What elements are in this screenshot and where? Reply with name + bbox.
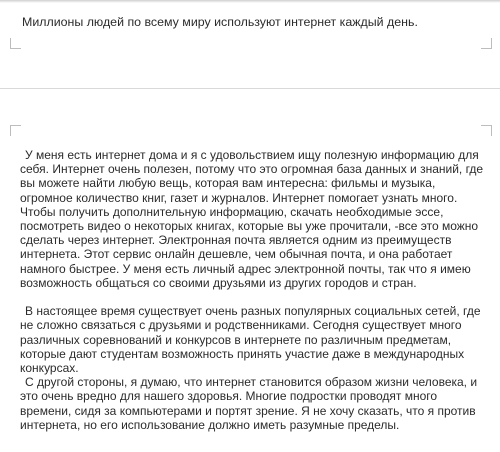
paragraph: В настоящее время существует очень разных популярных социальных сетей, где не сложно связаться с друзьями и родственниками. Сегодня существует много различных соревнований и конкурсов в интернете по различным предметам, которые дают студентам возможность принять участие даже в международных конкурсах. [20, 304, 481, 376]
margin-corner-mark [10, 125, 21, 136]
page-cut-edge [0, 0, 500, 3]
document-first-line: Миллионы людей по всему миру используют интернет каждый день. [22, 15, 418, 29]
document-page-main [0, 89, 500, 452]
document-page-top [0, 0, 500, 88]
document-body [20, 148, 490, 432]
margin-corner-mark [481, 125, 492, 136]
margin-corner-mark [481, 38, 492, 49]
paragraph: У меня есть интернет дома и я с удовольствием ищу полезную информацию для себя. Интернет очень полезен, потому что это огромная база данных и знаний, где вы можете найти любую вещь, которая вам интересна: фильмы и музыка, огромное количество книг, газет и журналов. Интернет помогает узнать много. Чтобы получить дополнительную информацию, скачать необходимые эссе, посмотреть видео о некоторых книгах, которые вы уже прочитали, -все это можно сделать через интернет. Электронная почта является одним из преимуществ интернета. Этот сервис онлайн дешевле, чем обычная почта, и она работает намного быстрее. У меня есть личный адрес электронной почты, так что я имею возможность общаться со своими друзьями из других городов и стран. [20, 148, 484, 290]
paragraph: С другой стороны, я думаю, что интернет становится образом жизни человека, и это очень вредно для нашего здоровья. Многие подростки проводят много времени, сидя за компьютерами и портят зрение. Я не хочу сказать, что я против интернета, но его использование должно иметь разумные пределы. [20, 375, 478, 432]
margin-corner-mark [10, 38, 21, 49]
